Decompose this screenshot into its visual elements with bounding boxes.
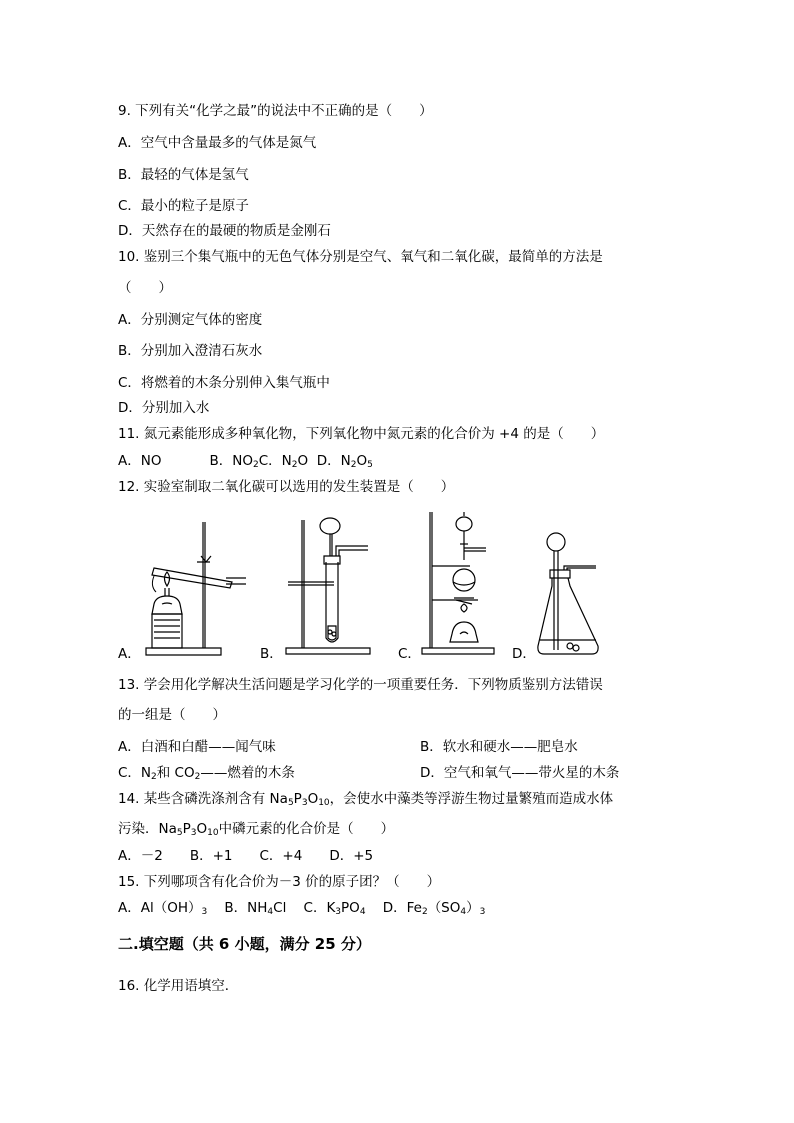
q13-stem-cont: 的一组是（ ）	[118, 707, 226, 723]
q9-option-d: D．天然存在的最硬的物质是金刚石	[118, 223, 331, 239]
q15-option-a: A．$Al(OH)_3$	[118, 900, 208, 917]
q9-option-b: B．最轻的气体是氢气	[118, 167, 249, 183]
apparatus-d-image	[534, 526, 604, 658]
apparatus-a-image	[140, 518, 255, 660]
q9-option-a: A．空气中含量最多的气体是氮气	[118, 135, 317, 151]
q10-option-c: C．将燃着的木条分别伸入集气瓶中	[118, 375, 330, 391]
q9-stem: 9. 下列有关“化学之最”的说法中不正确的是（ ）	[118, 103, 433, 119]
q15-option-d: D．$Fe_2(SO_4)_3$	[382, 900, 486, 917]
q14-stem-cont: 污染．$Na_5P_3O_{10}$中磷元素的化合价是（ ）	[118, 821, 395, 838]
apparatus-a-label: A．	[118, 646, 141, 662]
q11-option-a: A．NO	[118, 453, 162, 469]
q13-option-d: D．空气和氧气——带火星的木条	[420, 765, 620, 781]
apparatus-b-label: B．	[260, 646, 283, 662]
q11-stem: 11. 氮元素能形成多种氧化物，下列氧化物中氮元素的化合价为 +4 的是（ ）	[118, 426, 605, 442]
q15-option-c: C．$K_3PO_4$	[303, 900, 366, 917]
apparatus-b-image	[282, 516, 372, 658]
section-2-title: 二.填空题（共 6 小题，满分 25 分）	[118, 935, 371, 953]
q12-stem: 12. 实验室制取二氧化碳可以选用的发生装置是（ ）	[118, 479, 455, 495]
apparatus-d-label: D．	[512, 646, 536, 662]
q13-option-b: B．软水和硬水——肥皂水	[420, 739, 578, 755]
q9-option-c: C．最小的粒子是原子	[118, 198, 249, 214]
q16-stem: 16. 化学用语填空．	[118, 978, 239, 994]
q10-stem-cont: （ ）	[118, 280, 172, 296]
q15-option-b: B．$NH_4Cl$	[224, 900, 287, 917]
q10-option-b: B．分别加入澄清石灰水	[118, 343, 263, 359]
q15-stem: 15. 下列哪项含有化合价为－3 价的原子团？（ ）	[118, 874, 441, 890]
q11-option-b: B．$NO_2$	[209, 453, 259, 470]
q13-stem: 13. 学会用化学解决生活问题是学习化学的一项重要任务．下列物质鉴别方法错误	[118, 677, 603, 693]
apparatus-c-image	[420, 508, 495, 658]
q10-option-d: D．分别加入水	[118, 400, 210, 416]
q13-option-c: C．$N_2$和 $CO_2——$燃着的木条	[118, 765, 295, 782]
q10-option-a: A．分别测定气体的密度	[118, 312, 263, 328]
q14-options: A．－2 B．+1 C．+4 D．+5	[118, 848, 374, 864]
q10-stem: 10. 鉴别三个集气瓶中的无色气体分别是空气、氧气和二氧化碳，最简单的方法是	[118, 249, 603, 265]
q11-option-c: C．$N_2O$	[258, 453, 309, 470]
q13-option-a: A．白酒和白醋——闻气味	[118, 739, 276, 755]
q11-options	[118, 452, 373, 470]
apparatus-c-label: C．	[398, 646, 421, 662]
q14-stem: 14. 某些含磷洗涤剂含有 $Na_5P_3O_{10}$，会使水中藻类等浮游生物过量繁殖而造成水体	[118, 791, 614, 808]
q15-options	[118, 899, 485, 917]
q11-option-d: D．$N_2O_5$	[316, 453, 373, 470]
